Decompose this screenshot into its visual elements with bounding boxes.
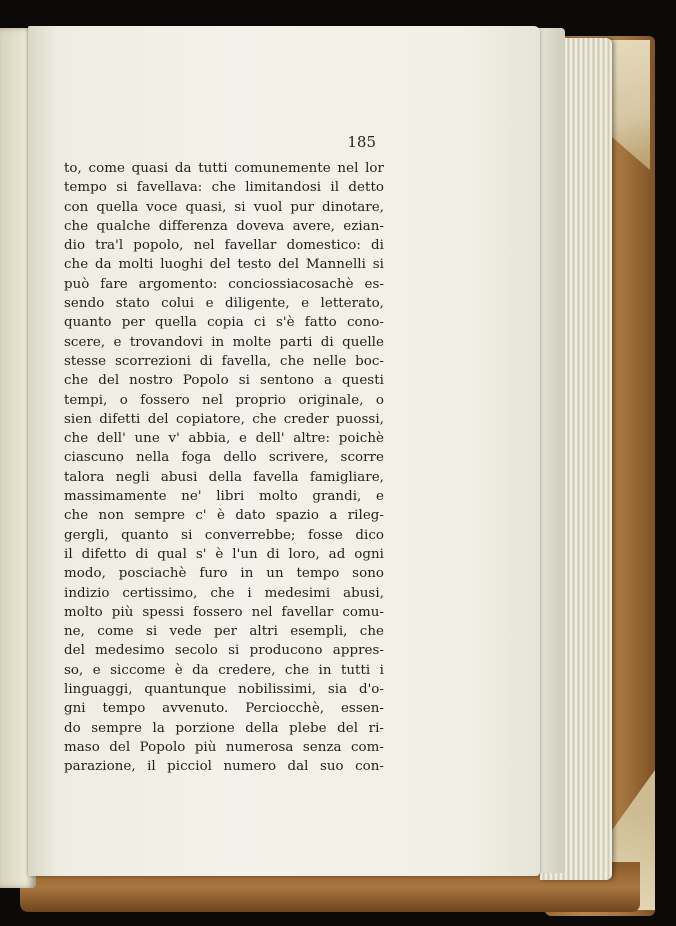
text-line: ciascuno nella foga dello scrivere, scorre xyxy=(64,450,384,466)
text-line: molto più spessi fossero nel favellar comu- xyxy=(64,604,384,620)
text-line: sien difetti del copiatore, che creder puossi, xyxy=(64,411,384,427)
text-line: dio tra'l popolo, nel favellar domestico: di xyxy=(64,238,384,254)
text-line: che da molti luoghi del testo del Mannelli si xyxy=(64,257,384,273)
text-line: tempo si favellava: che limitandosi il detto xyxy=(64,180,384,196)
text-line: che qualche differenza doveva avere, ezian- xyxy=(64,218,384,234)
text-line: massimamente ne' libri molto grandi, e xyxy=(64,489,384,505)
text-line: può fare argomento: conciossiacosachè es- xyxy=(64,276,384,292)
text-line: to, come quasi da tutti comunemente nel lor xyxy=(64,161,384,176)
text-line: il difetto di qual s' è l'un di loro, ad ogni xyxy=(64,546,384,562)
text-line: modo, posciachè furo in un tempo sono xyxy=(64,566,384,582)
text-line: che non sempre c' è dato spazio a rileg- xyxy=(64,508,384,524)
text-line: con quella voce quasi, si vuol pur dinotare, xyxy=(64,199,384,215)
text-line: stesse scorrezioni di favella, che nelle boc- xyxy=(64,353,384,369)
text-line: gergli, quanto si converrebbe; fosse dico xyxy=(64,527,384,543)
text-line: sendo stato colui e diligente, e letterato, xyxy=(64,296,384,312)
text-line: talora negli abusi della favella famigliare, xyxy=(64,469,384,485)
text-line: tempi, o fossero nel proprio originale, o xyxy=(64,392,384,408)
page-text xyxy=(64,159,384,777)
text-line: parazione, il picciol numero dal suo con- xyxy=(64,759,384,775)
text-line: ne, come si vede per altri esempli, che xyxy=(64,624,384,640)
text-line: del medesimo secolo si producono appres- xyxy=(64,643,384,659)
text-line: che dell' une v' abbia, e dell' altre: poichè xyxy=(64,431,384,447)
text-line: indizio certissimo, che i medesimi abusi, xyxy=(64,585,384,601)
text-line: maso del Popolo più numerosa senza com- xyxy=(64,739,384,755)
text-line: quanto per quella copia ci s'è fatto cono- xyxy=(64,315,384,331)
text-line: scere, e trovandovi in molte parti di quelle xyxy=(64,334,384,350)
text-line: linguaggi, quantunque nobilissimi, sia d'o- xyxy=(64,682,384,698)
text-line: do sempre la porzione della plebe del ri- xyxy=(64,720,384,736)
page-number: 185 xyxy=(347,133,376,151)
text-line: gni tempo avvenuto. Perciocchè, essen- xyxy=(64,701,384,717)
text-line: che del nostro Popolo si sentono a questi xyxy=(64,373,384,389)
text-line: so, e siccome è da credere, che in tutti i xyxy=(64,662,384,678)
